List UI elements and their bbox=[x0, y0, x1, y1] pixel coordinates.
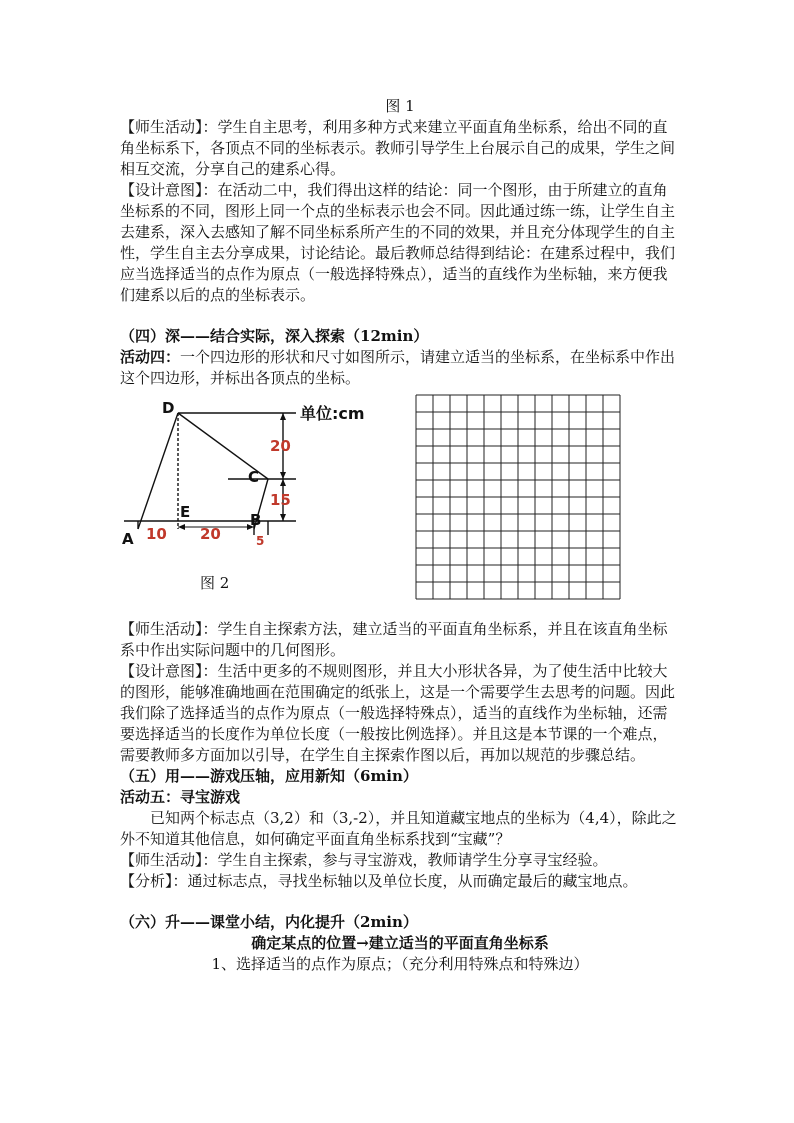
quadrilateral-figure bbox=[120, 393, 380, 563]
point-label-a: A bbox=[122, 530, 134, 548]
design-intent-2 bbox=[120, 661, 680, 766]
teacher-student-activity-2 bbox=[120, 619, 680, 661]
section-4-heading: （四）深——结合实际，深入探索（12min） bbox=[120, 327, 429, 345]
text: ：通过标志点，寻找坐标轴以及单位长度，从而确定最后的藏宝地点。 bbox=[172, 872, 638, 890]
point-label-c: C bbox=[248, 468, 260, 486]
summary-item-1: 1、选择适当的点作为原点；（充分利用特殊点和特殊边） bbox=[211, 955, 589, 973]
text: ：生活中更多的不规则图形，并且大小形状各异，为了使生活中比较大的图形，能够准确地画在范围确定的纸张上，这是一个需要学生去思考的问题。因此我们除了选择适当的点作为原点（一般选择特殊点），适当的直线作为坐标轴，还需要选择适当的长度作为单位长度（一般按比例选择）。并且这是本节课的一个难点，需要教师多方面加以引导，在学生自主探索作图以后，再加以规范的步骤总结。 bbox=[120, 662, 676, 764]
activity-5-text: 已知两个标志点（3,2）和（3,-2），并且知道藏宝地点的坐标为（4,4），除此之外不知道其他信息，如何确定平面直角坐标系找到“宝藏”？ bbox=[120, 809, 677, 848]
activity-4 bbox=[120, 347, 680, 389]
label: 【分析】 bbox=[120, 872, 173, 890]
coordinate-grid bbox=[414, 393, 624, 605]
text: ：学生自主探索，参与寻宝游戏，教师请学生分享寻宝经验。 bbox=[202, 851, 608, 869]
section-5-heading: （五）用——游戏压轴，应用新知（6min） bbox=[120, 767, 418, 785]
label: 活动四： bbox=[120, 348, 181, 366]
label: 【设计意图】 bbox=[120, 181, 203, 199]
text: ：学生自主思考，利用多种方式来建立平面直角坐标系，给出不同的直角坐标系下，各顶点不同的坐标表示。教师引导学生上台展示自己的成果，学生之间相互交流，分享自己的建系心得。 bbox=[120, 118, 676, 178]
dimension-5: 5 bbox=[256, 534, 265, 548]
point-label-b: B bbox=[250, 511, 262, 529]
document-page bbox=[120, 96, 680, 975]
dimension-20-vertical: 20 bbox=[270, 437, 291, 455]
label: 【设计意图】 bbox=[120, 662, 203, 680]
label: 【师生活动】 bbox=[120, 851, 203, 869]
label: 【师生活动】 bbox=[120, 118, 203, 136]
figure-1-caption: 图 1 bbox=[385, 97, 415, 115]
dimension-20-horizontal: 20 bbox=[200, 525, 221, 543]
unit-label: 单位:cm bbox=[300, 404, 365, 423]
figure-row bbox=[120, 393, 680, 619]
design-intent-1 bbox=[120, 180, 680, 306]
figure-2-caption: 图 2 bbox=[200, 574, 230, 592]
teacher-student-activity-1 bbox=[120, 117, 680, 180]
activity-5-heading: 活动五：寻宝游戏 bbox=[120, 788, 241, 806]
text: ：在活动二中，我们得出这样的结论：同一个图形，由于所建立的直角坐标系的不同，图形上同一个点的坐标表示也会不同。因此通过练一练，让学生自主去建系，深入去感知了解不同坐标系所产生的不同的效果，并且充分体现学生的自主性，学生自主去分享成果，讨论结论。最后教师总结得到结论：在建系过程中，我们应当选择适当的点作为原点（一般选择特殊点），适当的直线作为坐标轴，来方便我们建系以后的点的坐标表示。 bbox=[120, 181, 676, 304]
point-label-d: D bbox=[162, 399, 175, 417]
teacher-student-activity-3 bbox=[120, 850, 680, 871]
text: 一个四边形的形状和尺寸如图所示，请建立适当的坐标系，在坐标系中作出这个四边形，并标出各顶点的坐标。 bbox=[120, 348, 676, 387]
point-label-e: E bbox=[180, 503, 191, 521]
text: ：学生自主探索方法，建立适当的平面直角坐标系，并且在该直角坐标系中作出实际问题中的几何图形。 bbox=[120, 620, 668, 659]
section-6-heading: （六）升——课堂小结，内化提升（2min） bbox=[120, 913, 418, 931]
dimension-15-vertical: 15 bbox=[270, 491, 291, 509]
label: 【师生活动】 bbox=[120, 620, 203, 638]
analysis bbox=[120, 871, 680, 892]
dimension-10: 10 bbox=[146, 525, 167, 543]
summary-title: 确定某点的位置→建立适当的平面直角坐标系 bbox=[251, 934, 549, 952]
